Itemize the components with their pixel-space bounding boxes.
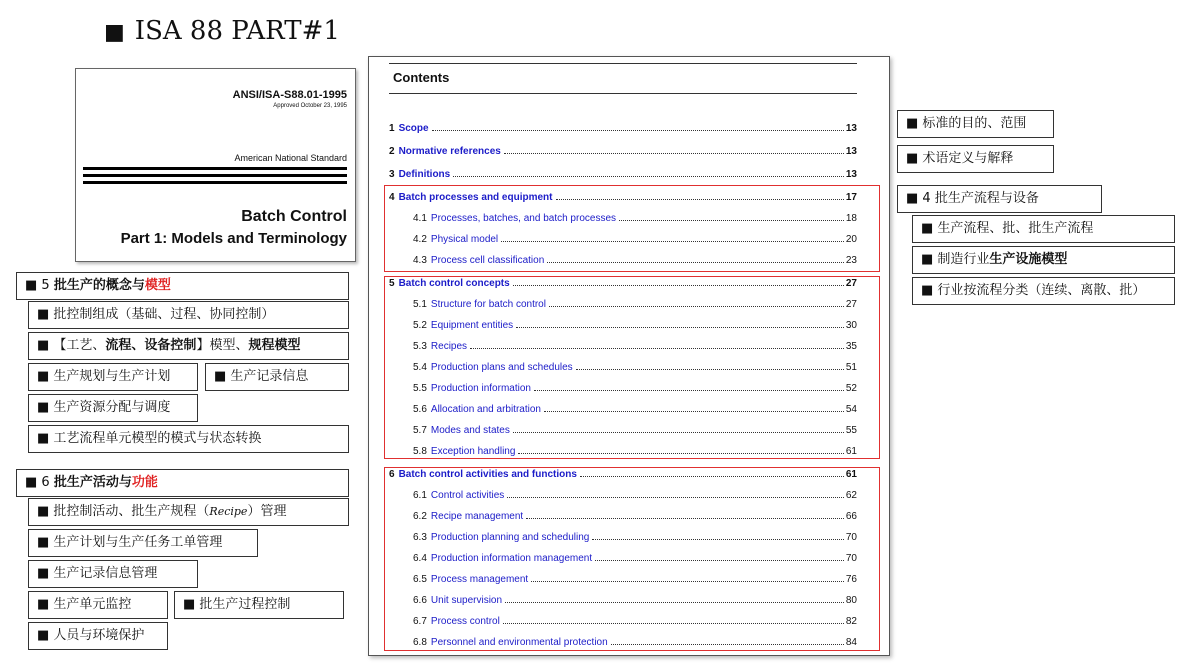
toc-page: 13 [845,123,857,134]
toc-entry[interactable] [413,490,857,502]
slide-title [104,16,340,46]
label-text: ■ 批控制活动、批生产规程（ [37,504,210,519]
toc-title: Production plans and schedules [430,362,573,373]
toc-entry[interactable] [413,362,857,374]
toc-number: 5.2 [413,320,427,331]
toc-number: 4 [389,192,395,203]
label-section-5-6: ■ 生产资源分配与调度 [28,394,198,422]
toc-number: 6.8 [413,637,427,648]
toc-number: 6 [389,469,395,480]
toc-entry[interactable] [389,169,857,181]
toc-title: Exception handling [430,446,516,457]
label-section-5-1: ■ 批控制组成（基础、过程、协同控制） [28,301,349,329]
toc-entry[interactable] [389,123,857,135]
label-section-6-4: ■ 生产记录信息管理 [28,560,198,588]
label-section-4: ■ 4 批生产流程与设备 [897,185,1102,213]
toc-number: 4.2 [413,234,427,245]
toc-entry[interactable] [413,616,857,628]
label-bold-text: 规程模型 [248,338,301,353]
label-section-5-5: ■ 生产记录信息 [205,363,349,391]
cover-code: ANSI/ISA-S88.01-1995 [232,89,347,101]
toc-number: 2 [389,146,395,157]
toc-page: 51 [845,362,857,373]
toc-entry[interactable] [389,469,857,481]
toc-number: 5.7 [413,425,427,436]
toc-page: 17 [845,192,857,203]
label-section-6-1 [28,498,349,526]
label-text: 】模型、 [196,338,249,353]
toc-title: Personnel and environmental protection [430,637,608,648]
toc-entry[interactable] [413,553,857,565]
label-section-5-2 [28,332,349,360]
cover-subtitle: Part 1: Models and Terminology [120,230,347,247]
slide-title-text: ISA 88 PART#1 [134,16,340,46]
contents-heading: Contents [393,70,450,85]
toc-page: 84 [845,637,857,648]
toc-title: Normative references [398,146,501,157]
toc-entry[interactable] [413,511,857,523]
label-section-6 [16,469,349,497]
cover-rules [83,167,347,188]
toc-title: Processes, batches, and batch processes [430,213,617,224]
toc-title: Production information [430,383,531,394]
label-text: ■ 5 [25,278,54,293]
label-bold-text: 流程、设备控制 [105,338,197,353]
toc-number: 5.5 [413,383,427,394]
toc-page: 35 [845,341,857,352]
toc-number: 1 [389,123,395,134]
label-bold-text: 生产设施模型 [989,252,1068,267]
toc-title: Equipment entities [430,320,514,331]
label-purpose-scope: ■ 标准的目的、范围 [897,110,1054,138]
toc-title: Batch control concepts [398,278,510,289]
label-text: ■ 【工艺、 [37,338,106,353]
contents-rule-top [389,63,857,64]
toc-title: Process management [430,574,529,585]
toc-page: 54 [845,404,857,415]
label-italic-text: Recipe [209,505,248,518]
toc-entry[interactable] [413,299,857,311]
bullet-square: ■ [104,20,125,45]
toc-entry[interactable] [413,383,857,395]
toc-entry[interactable] [413,255,857,267]
label-section-4-1: ■ 生产流程、批、批生产流程 [912,215,1175,243]
toc-entry[interactable] [413,320,857,332]
label-section-5 [16,272,349,300]
toc-title: Scope [398,123,429,134]
toc-title: Recipes [430,341,468,352]
toc-number: 6.5 [413,574,427,585]
toc-page: 27 [845,278,857,289]
toc-entry[interactable] [389,192,857,204]
toc-entry[interactable] [413,234,857,246]
label-section-4-2 [912,246,1175,274]
toc-entry[interactable] [413,213,857,225]
toc-number: 6.6 [413,595,427,606]
toc-entry[interactable] [413,446,857,458]
cover-title: Batch Control [241,208,347,225]
toc-page: 18 [845,213,857,224]
toc-page: 82 [845,616,857,627]
toc-number: 5.6 [413,404,427,415]
toc-entry[interactable] [413,425,857,437]
toc-number: 6.3 [413,532,427,543]
standard-cover [75,68,356,262]
toc-entry[interactable] [413,404,857,416]
toc-page: 23 [845,255,857,266]
toc-number: 3 [389,169,395,180]
label-terms: ■ 术语定义与解释 [897,145,1054,173]
label-text: ■ 制造行业 [921,252,990,267]
toc-entry[interactable] [413,532,857,544]
toc-number: 6.7 [413,616,427,627]
toc-page: 27 [845,299,857,310]
toc-page: 61 [845,469,857,480]
label-section-6-6: ■ 生产单元监控 [28,591,168,619]
toc-page: 13 [845,146,857,157]
toc-page: 52 [845,383,857,394]
toc-entry[interactable] [413,341,857,353]
toc-entry[interactable] [389,278,857,290]
toc-page: 70 [845,532,857,543]
toc-page: 61 [845,446,857,457]
toc-title: Allocation and arbitration [430,404,541,415]
toc-title: Definitions [398,169,451,180]
toc-page: 13 [845,169,857,180]
label-section-6-7: ■ 批生产过程控制 [174,591,344,619]
toc-page: 20 [845,234,857,245]
label-text: ）管理 [247,504,287,519]
label-section-6-8: ■ 人员与环境保护 [28,622,168,650]
toc-title: Modes and states [430,425,510,436]
cover-standard: American National Standard [234,153,347,163]
toc-title: Production planning and scheduling [430,532,590,543]
toc-page: 80 [845,595,857,606]
label-section-5-7: ■ 工艺流程单元模型的模式与状态转换 [28,425,349,453]
toc-title: Batch control activities and functions [398,469,577,480]
cover-approved: Approved October 23, 1995 [273,103,347,109]
toc-number: 4.3 [413,255,427,266]
toc-number: 5.1 [413,299,427,310]
toc-number: 6.2 [413,511,427,522]
toc-title: Physical model [430,234,499,245]
label-red-text: 模型 [144,278,171,293]
toc-number: 5.4 [413,362,427,373]
toc-page: 62 [845,490,857,501]
toc-number: 5 [389,278,395,289]
toc-title: Control activities [430,490,505,501]
toc-number: 5.8 [413,446,427,457]
toc-page: 30 [845,320,857,331]
toc-page: 55 [845,425,857,436]
toc-number: 4.1 [413,213,427,224]
toc-entry[interactable] [413,595,857,607]
toc-title: Recipe management [430,511,524,522]
toc-title: Production information management [430,553,593,564]
toc-number: 5.3 [413,341,427,352]
label-section-6-3: ■ 生产计划与生产任务工单管理 [28,529,258,557]
toc-page: 70 [845,553,857,564]
label-section-5-4: ■ 生产规划与生产计划 [28,363,198,391]
toc-title: Structure for batch control [430,299,546,310]
toc-page: 76 [845,574,857,585]
toc-title: Process cell classification [430,255,545,266]
label-bold-text: 批生产的概念与 [53,278,145,293]
toc-title: Batch processes and equipment [398,192,553,203]
contents-page [368,56,890,656]
toc-title: Process control [430,616,500,627]
label-text: ■ 6 [25,475,54,490]
label-red-text: 功能 [131,475,158,490]
toc-entry[interactable] [413,574,857,586]
toc-number: 6.1 [413,490,427,501]
label-section-4-3: ■ 行业按流程分类（连续、离散、批） [912,277,1175,305]
toc-number: 6.4 [413,553,427,564]
toc-page: 66 [845,511,857,522]
toc-entry[interactable] [413,637,857,649]
toc-title: Unit supervision [430,595,503,606]
toc-entry[interactable] [389,146,857,158]
contents-rule-bottom [389,93,857,94]
label-bold-text: 批生产活动与 [53,475,132,490]
